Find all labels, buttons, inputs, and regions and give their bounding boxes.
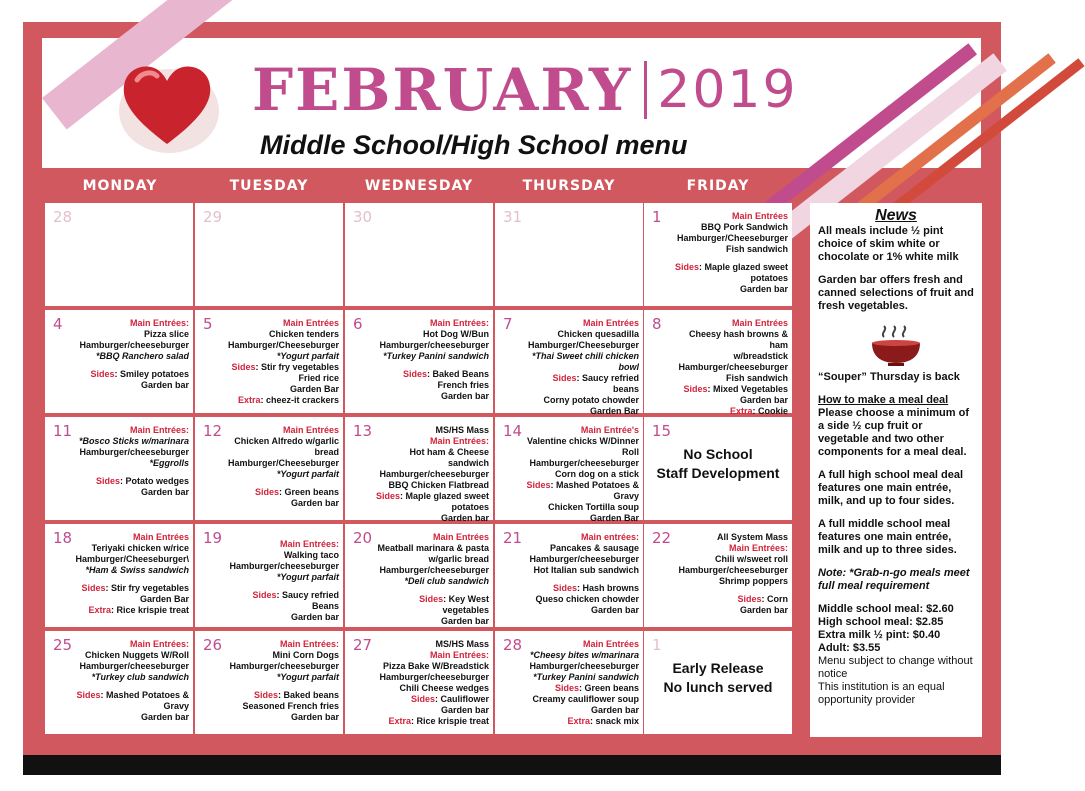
menu-line: *BBQ Ranchero salad [95, 351, 189, 361]
day-number: 13 [353, 422, 373, 440]
menu-line [375, 716, 489, 727]
menu-label: Sides [231, 362, 256, 372]
day-cell [45, 631, 193, 734]
menu-line: Queso chicken chowder [535, 594, 639, 604]
menu-line: Seasoned French fries [242, 701, 339, 711]
special-notice-line: Early Release [672, 660, 764, 676]
menu-line: Meatball marinara & pasta [377, 543, 489, 553]
day-cell [644, 524, 792, 627]
day-cell [644, 310, 792, 416]
day-cell [345, 203, 493, 306]
menu-line: Pizza Bake W/Breadstick [382, 661, 489, 671]
menu-label: Sides [76, 690, 101, 700]
menu-line: BBQ Chicken Flatbread [388, 480, 489, 490]
day-cell [495, 203, 643, 306]
menu-line: Garden bar [140, 380, 189, 390]
menu-items [525, 639, 639, 727]
menu-label: Sides [554, 683, 579, 693]
equal-opportunity-disclaimer: This institution is an equal opportunity provider [818, 681, 945, 706]
day-header-wednesday: WEDNESDAY [364, 178, 474, 194]
menu-label: Sides [552, 583, 577, 593]
day-cell [195, 524, 343, 627]
menu-text: : Potato wedges [119, 476, 189, 486]
menu-line: Hamburger/cheeseburger [379, 469, 489, 479]
title-row [252, 56, 798, 124]
menu-line: *Turkey Panini sandwich [533, 672, 639, 682]
special-notice-line: No School [683, 446, 753, 462]
menu-line: Garden bar [739, 395, 788, 405]
menu-line: MS/HS Mass [435, 639, 489, 649]
day-number: 27 [353, 636, 373, 654]
menu-line: Garden bar [739, 605, 788, 615]
menu-line: Garden bar [739, 284, 788, 294]
menu-line: Garden Bar [289, 384, 339, 394]
special-notice [652, 659, 784, 697]
menu-line: Hot Italian sub sandwich [533, 565, 639, 575]
menu-line: Main Entrées: [728, 543, 788, 553]
menu-label: Sides [402, 369, 427, 379]
price-middle-school: Middle school meal: $2.60 [818, 603, 954, 615]
menu-line [225, 362, 339, 373]
menu-line: Hamburger/Cheeseburger [227, 458, 339, 468]
menu-line: Hamburger/cheeseburger [379, 340, 489, 350]
menu-line: Main Entrées: [129, 318, 189, 328]
menu-line: *Bosco Sticks w/marinara [78, 436, 189, 446]
menu-items [375, 532, 489, 627]
day-number: 1 [652, 208, 662, 226]
day-cell [195, 310, 343, 413]
day-cell [195, 203, 343, 306]
menu-text: : Mashed Potatoes & Gravy [100, 690, 189, 711]
menu-text: : Key West vegetables [442, 594, 489, 615]
menu-line: *Yogurt parfait [276, 351, 339, 361]
spacer [75, 362, 189, 369]
day-cell [345, 417, 493, 523]
menu-text: : Baked beans [277, 690, 339, 700]
menu-line: Main Entrées [582, 639, 639, 649]
menu-label: Extra [729, 406, 753, 416]
menu-line: Chicken Tortilla soup [548, 502, 639, 512]
menu-line: Hamburger/cheeseburger [79, 447, 189, 457]
menu-label: Sides [526, 480, 551, 490]
price-extra-milk: Extra milk ½ pint: $0.40 [818, 629, 941, 641]
menu-items [75, 532, 189, 616]
day-cell [45, 310, 193, 413]
day-cell [495, 310, 643, 416]
menu-line: w/garlic bread [428, 554, 489, 564]
menu-items [75, 425, 189, 498]
menu-line [75, 476, 189, 487]
spacer [225, 532, 339, 539]
menu-line: Garden bar [440, 513, 489, 523]
menu-line: Hamburger/cheeseburger [678, 362, 788, 372]
menu-line: Main entrées: [580, 532, 639, 542]
day-number: 6 [353, 315, 363, 333]
day-number: 31 [503, 208, 523, 226]
meal-deal-heading: How to make a meal deal [818, 394, 949, 406]
menu-line: Hamburger/cheeseburger [379, 672, 489, 682]
menu-line: Main Entrées: [279, 639, 339, 649]
price-high-school: High school meal: $2.85 [818, 616, 944, 628]
menu-text: : Maple glazed sweet [698, 262, 788, 272]
spacer [75, 469, 189, 476]
day-cell [495, 524, 643, 627]
menu-line: Hamburger/cheeseburger [529, 554, 639, 564]
menu-line [375, 694, 489, 705]
menu-change-disclaimer: Menu subject to change without notice [818, 655, 973, 680]
menu-items [225, 532, 339, 623]
day-number: 12 [203, 422, 223, 440]
news-souper-thursday: “Souper” Thursday is back [818, 371, 960, 383]
menu-text: : Mixed Vegetables [707, 384, 788, 394]
menu-line: *Yogurt parfait [276, 469, 339, 479]
menu-line: Main Entrées [731, 211, 788, 221]
day-header-thursday: THURSDAY [522, 178, 616, 194]
menu-line [525, 373, 639, 395]
menu-line: BBQ Pork Sandwich [700, 222, 788, 232]
menu-line: Main Entrées [282, 425, 339, 435]
day-cell [45, 203, 193, 306]
soup-bowl-icon [818, 323, 974, 367]
special-notice-line: Staff Development [656, 465, 780, 481]
menu-line: *Ham & Swiss sandwich [85, 565, 189, 575]
menu-line: Garden bar [440, 391, 489, 401]
spacer [225, 683, 339, 690]
menu-line: *Turkey Panini sandwich [383, 351, 489, 361]
menu-line [525, 480, 639, 502]
menu-label: Sides [95, 476, 120, 486]
menu-items [225, 639, 339, 723]
menu-items [225, 425, 339, 509]
menu-line: Hamburger/cheeseburger [79, 340, 189, 350]
menu-items [525, 425, 639, 535]
day-number: 20 [353, 529, 373, 547]
spacer [75, 576, 189, 583]
menu-label: Sides [81, 583, 106, 593]
menu-label: Extra [88, 605, 111, 615]
menu-line: Shrimp poppers [718, 576, 788, 586]
day-header-tuesday: TUESDAY [229, 178, 309, 194]
menu-line: Pancakes & sausage [549, 543, 639, 553]
menu-line [225, 590, 339, 612]
menu-line: Corny potato chowder [543, 395, 639, 405]
title-year: 2019 [657, 60, 798, 120]
menu-line: Hamburger/Cheeseburger [676, 233, 788, 243]
special-notice-line: No lunch served [663, 679, 773, 695]
menu-line: Main Entrées: [279, 539, 339, 549]
menu-line: Chicken Alfredo w/garlic bread [234, 436, 339, 457]
menu-line: Chili w/sweet roll [714, 554, 788, 564]
spacer [375, 587, 489, 594]
menu-items [375, 318, 489, 402]
menu-line [525, 716, 639, 727]
price-adult: Adult: $3.55 [818, 642, 881, 654]
spacer [375, 362, 489, 369]
day-cell [495, 417, 643, 523]
menu-line: Hamburger/Cheeseburger [227, 340, 339, 350]
day-header-friday: FRIDAY [686, 178, 750, 194]
menu-line: Mini Corn Dogs [272, 650, 339, 660]
menu-text: : Green beans [578, 683, 639, 693]
menu-items [375, 425, 489, 535]
menu-line [375, 594, 489, 616]
menu-label: Sides [252, 590, 277, 600]
day-number: 28 [53, 208, 73, 226]
day-cell [644, 631, 792, 734]
menu-items [525, 532, 639, 616]
news-title: News [875, 207, 917, 224]
menu-line: potatoes [750, 273, 788, 283]
menu-line: Main Entrées: [129, 425, 189, 435]
spacer [225, 583, 339, 590]
day-number: 18 [53, 529, 73, 547]
menu-label: Sides [410, 694, 435, 704]
menu-line: Walking taco [283, 550, 339, 560]
menu-line: *Turkey club sandwich [91, 672, 189, 682]
day-number: 25 [53, 636, 73, 654]
menu-line: Chicken Nuggets W/Roll [84, 650, 189, 660]
menu-line [225, 395, 339, 406]
menu-line: Main Entrées [132, 532, 189, 542]
day-number: 19 [203, 529, 223, 547]
menu-line: *Cheesy bites w/marinara [529, 650, 639, 660]
menu-items [375, 639, 489, 727]
menu-line: Main Entrées [731, 318, 788, 328]
day-number: 7 [503, 315, 513, 333]
menu-line: potatoes [451, 502, 489, 512]
menu-label: Sides [90, 369, 115, 379]
menu-line: Hamburger/cheeseburger [229, 561, 339, 571]
menu-line [674, 262, 788, 273]
menu-line [375, 491, 489, 502]
menu-line: Chili Cheese wedges [399, 683, 489, 693]
meal-deal-text: Please choose a minimum of a side ½ cup fruit or vegetable and two other components for a meal deal. [818, 407, 969, 458]
menu-line: Garden bar [440, 705, 489, 715]
menu-line: Hamburger/cheeseburger [229, 661, 339, 671]
news-milk: All meals include ½ pint choice of skim white or chocolate or 1% white milk [818, 225, 959, 263]
day-number: 8 [652, 315, 662, 333]
menu-line [674, 406, 788, 417]
menu-items [225, 318, 339, 406]
day-number: 4 [53, 315, 63, 333]
menu-text: : Cauliflower [434, 694, 489, 704]
day-cell [45, 417, 193, 520]
title-month: FEBRUARY [252, 56, 633, 124]
day-number: 22 [652, 529, 672, 547]
menu-line: All System Mass [716, 532, 788, 542]
news-panel [810, 203, 982, 737]
menu-label: Sides [253, 690, 278, 700]
menu-line: French fries [437, 380, 489, 390]
menu-text: : cheez-it crackers [260, 395, 339, 405]
menu-line: Chicken tenders [268, 329, 339, 339]
menu-line: Garden bar [290, 612, 339, 622]
menu-items [674, 318, 788, 417]
menu-text: : Saucy refried beans [576, 373, 639, 394]
menu-line: Garden Bar [139, 594, 189, 604]
menu-line: Fish sandwich [725, 373, 788, 383]
menu-label: Extra [567, 716, 590, 726]
spacer [674, 255, 788, 262]
menu-label: Sides [674, 262, 699, 272]
menu-label: Sides [737, 594, 762, 604]
bottom-bar [23, 755, 1001, 775]
header-banner [42, 38, 981, 168]
menu-line [75, 605, 189, 616]
day-cell [345, 310, 493, 413]
menu-items [674, 211, 788, 295]
menu-line: Garden bar [590, 705, 639, 715]
menu-text: : Cookie [752, 406, 788, 416]
menu-line: Valentine chicks W/Dinner Roll [526, 436, 639, 457]
menu-text: : Corn [761, 594, 788, 604]
menu-label: Extra [388, 716, 411, 726]
menu-line [75, 369, 189, 380]
menu-line: Fried rice [298, 373, 339, 383]
special-notice [652, 445, 784, 483]
menu-items [674, 532, 788, 616]
spacer [225, 480, 339, 487]
menu-line: Pizza slice [143, 329, 189, 339]
menu-label: Sides [375, 491, 400, 501]
menu-text: : Stir fry vegetables [105, 583, 189, 593]
menu-label: Sides [552, 373, 577, 383]
menu-line: Cheesy hash browns & ham [688, 329, 788, 350]
grab-n-go-note: Note: *Grab-n-go meals meet full meal requirement [818, 567, 970, 592]
menu-line: Main Entrées [582, 318, 639, 328]
day-cell [195, 631, 343, 734]
menu-line [525, 583, 639, 594]
menu-text: : Stir fry vegetables [255, 362, 339, 372]
menu-line: Garden bar [440, 616, 489, 626]
menu-line [674, 384, 788, 395]
menu-line: Hamburger/cheeseburger [678, 565, 788, 575]
menu-subtitle: Middle School/High School menu [260, 130, 688, 160]
menu-line: *Eggrolls [149, 458, 189, 468]
menu-line: Garden bar [590, 605, 639, 615]
menu-label: Sides [419, 594, 444, 604]
spacer [525, 576, 639, 583]
day-header-monday: MONDAY [82, 178, 158, 194]
menu-line: Garden bar [140, 712, 189, 722]
title-separator [644, 61, 647, 119]
menu-line: Hot Dog W/Bun [423, 329, 489, 339]
menu-line: Main Entrées: [429, 650, 489, 660]
menu-line [674, 594, 788, 605]
menu-line: *Deli club sandwich [404, 576, 489, 586]
heart-icon [112, 56, 222, 156]
menu-line: Garden Bar [589, 513, 639, 523]
menu-line: Hot ham & Cheese sandwich [409, 447, 489, 468]
day-number: 11 [53, 422, 73, 440]
spacer [75, 683, 189, 690]
menu-line [225, 487, 339, 498]
menu-line: Main Entrées: [429, 318, 489, 328]
menu-line: Garden bar [290, 498, 339, 508]
menu-items [525, 318, 639, 428]
menu-text: : Rice krispie treat [110, 605, 189, 615]
high-school-deal: A full high school meal deal features one main entrée, milk, and up to four sides. [818, 469, 964, 507]
menu-label: Sides [683, 384, 708, 394]
menu-line: Main Entrées: [429, 436, 489, 446]
menu-line: Garden bar [290, 712, 339, 722]
menu-line: Creamy cauliflower soup [532, 694, 639, 704]
menu-line: Main Entrée's [580, 425, 639, 435]
menu-line: Main Entrées [282, 318, 339, 328]
menu-line: Main Entrées: [129, 639, 189, 649]
menu-text: : Hash browns [576, 583, 639, 593]
day-number: 30 [353, 208, 373, 226]
menu-label: Extra [237, 395, 261, 405]
menu-label: Sides [254, 487, 279, 497]
menu-line: Fish sandwich [725, 244, 788, 254]
menu-text: : Maple glazed sweet [399, 491, 489, 501]
menu-text: : Rice krispie treat [410, 716, 489, 726]
day-cell [345, 631, 493, 734]
menu-text: : Saucy refried Beans [276, 590, 339, 611]
menu-line: Chicken quesadilla [557, 329, 639, 339]
menu-line [375, 369, 489, 380]
day-cell [644, 417, 792, 520]
menu-line: Main Entrées [432, 532, 489, 542]
menu-line: Garden bar [140, 487, 189, 497]
menu-line: Garden Bar [589, 406, 639, 416]
menu-line: *Thai Sweet chili chicken bowl [531, 351, 639, 372]
menu-line: Hamburger/cheeseburger [529, 661, 639, 671]
news-garden-bar: Garden bar offers fresh and canned selections of fruit and fresh vegetables. [818, 274, 974, 312]
menu-text: : snack mix [589, 716, 639, 726]
menu-items [75, 639, 189, 723]
day-number: 15 [652, 422, 672, 440]
menu-line: MS/HS Mass [435, 425, 489, 435]
menu-line [75, 690, 189, 712]
menu-line: Teriyaki chicken w/rice [91, 543, 189, 553]
day-cell [644, 203, 792, 306]
menu-line [525, 683, 639, 694]
menu-line: Corn dog on a stick [554, 469, 639, 479]
day-cell [45, 524, 193, 627]
day-cell [345, 524, 493, 627]
day-number: 28 [503, 636, 523, 654]
menu-line: Hamburger/cheeseburger [79, 661, 189, 671]
menu-line [75, 583, 189, 594]
day-number: 29 [203, 208, 223, 226]
menu-line: Hamburger/Cheeseburger [527, 340, 639, 350]
menu-items [75, 318, 189, 391]
menu-text: : Mashed Potatoes & Gravy [550, 480, 639, 501]
spacer [674, 587, 788, 594]
menu-line: *Yogurt parfait [276, 572, 339, 582]
day-number: 1 [652, 636, 662, 654]
menu-line: Hamburger/cheeseburger [379, 565, 489, 575]
menu-line: Hamburger/cheeseburger [529, 458, 639, 468]
middle-school-deal: A full middle school meal features one main entrée, milk and up to three sides. [818, 518, 957, 556]
menu-text: : Green beans [278, 487, 339, 497]
day-number: 14 [503, 422, 523, 440]
menu-line: w/breadstick [733, 351, 788, 361]
menu-text: : Smiley potatoes [114, 369, 189, 379]
menu-line: Hamburger/Cheeseburger\ [75, 554, 189, 564]
day-cell [495, 631, 643, 734]
day-number: 21 [503, 529, 523, 547]
menu-line: *Yogurt parfait [276, 672, 339, 682]
menu-text: : Baked Beans [426, 369, 489, 379]
menu-line [225, 690, 339, 701]
day-cell [195, 417, 343, 520]
day-number: 26 [203, 636, 223, 654]
day-number: 5 [203, 315, 213, 333]
